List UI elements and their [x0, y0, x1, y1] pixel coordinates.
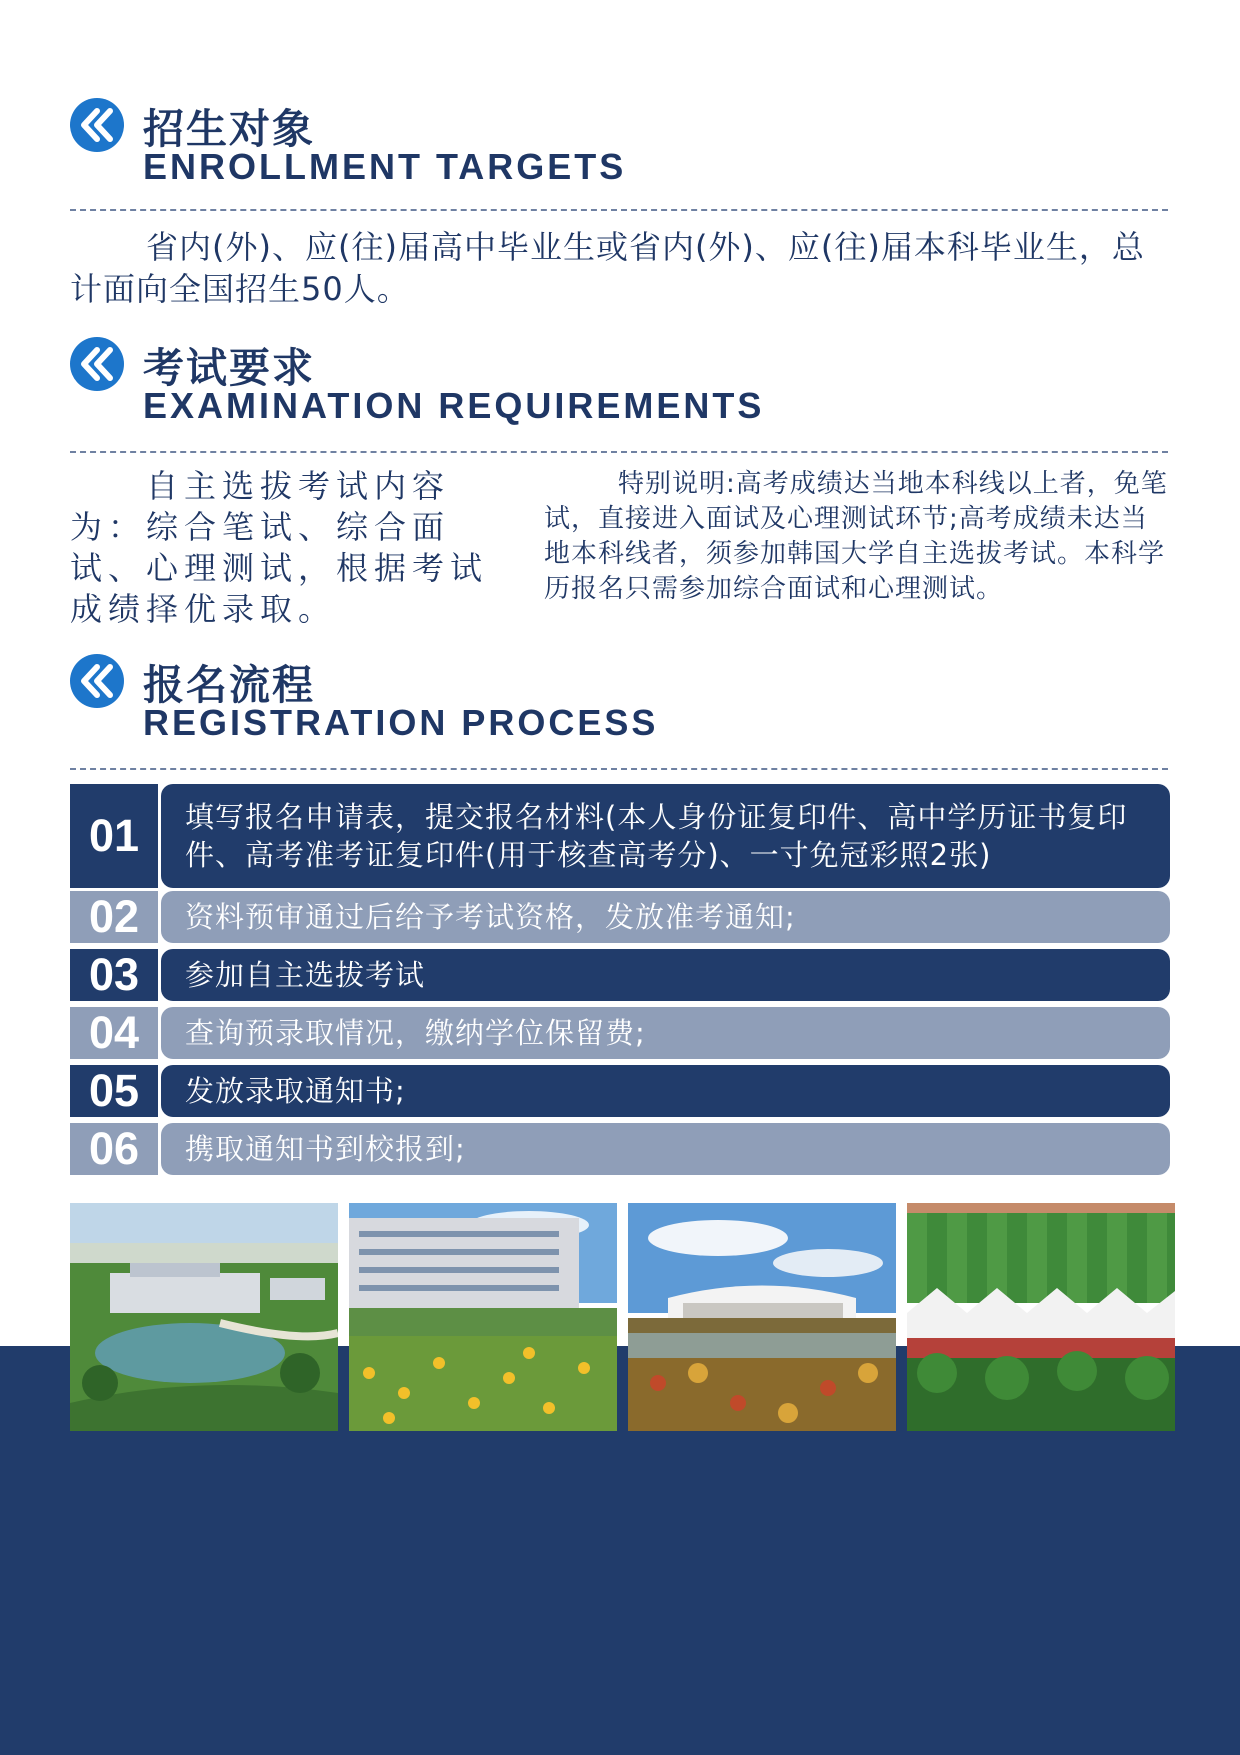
double-chevron-left-icon [70, 337, 124, 391]
step-text: 携取通知书到校报到; [161, 1123, 1170, 1175]
divider-dashed [70, 451, 1168, 453]
step-item [70, 949, 1170, 1001]
campus-photo-lake [628, 1203, 896, 1431]
step-number: 02 [70, 891, 158, 943]
section-title: 报名流程 [143, 661, 315, 709]
step-text: 资料预审通过后给予考试资格，发放准考通知; [161, 891, 1170, 943]
divider-dashed [70, 768, 1168, 770]
exam-content-text: 自主选拔考试内容为：综合笔试、综合面试、心理测试，根据考试成绩择优录取。 [70, 467, 489, 628]
exam-special-note: 特别说明:高考成绩达当地本科线以上者，免笔试，直接进入面试及心理测试环节;高考成绩未达当地本科线者，须参加韩国大学自主选拔考试。本科学历报名只需参加综合面试和心理测试。 [544, 469, 1168, 604]
step-text: 发放录取通知书; [161, 1065, 1170, 1117]
section-subtitle: REGISTRATION PROCESS [143, 702, 659, 743]
step-number: 03 [70, 949, 158, 1001]
step-number: 05 [70, 1065, 158, 1117]
campus-photo-building [349, 1203, 617, 1431]
double-chevron-left-icon [70, 98, 124, 152]
enrollment-text: 省内(外)、应(往)届高中毕业生或省内(外)、应(往)届本科毕业生，总计面向全国招生50人。 [70, 228, 1145, 308]
step-item [70, 891, 1170, 943]
double-chevron-left-icon [70, 654, 124, 708]
section-title: 招生对象 [143, 105, 315, 153]
section-title: 考试要求 [143, 344, 315, 392]
divider-dashed [70, 209, 1168, 211]
step-item [70, 1065, 1170, 1117]
step-number: 06 [70, 1123, 158, 1175]
step-text: 参加自主选拔考试 [161, 949, 1170, 1001]
step-number: 04 [70, 1007, 158, 1059]
section-subtitle: ENROLLMENT TARGETS [143, 146, 627, 187]
campus-photo-stadium [907, 1203, 1175, 1431]
step-number: 01 [70, 784, 158, 888]
campus-photo-aerial [70, 1203, 338, 1431]
step-text: 填写报名申请表，提交报名材料(本人身份证复印件、高中学历证书复印件、高考准考证复印件(用于核查高考分)、一寸免冠彩照2张) [161, 784, 1170, 888]
campus-photo-strip [70, 1203, 1175, 1431]
section-subtitle: EXAMINATION REQUIREMENTS [143, 385, 765, 426]
step-item [70, 1123, 1170, 1175]
step-item [70, 784, 1170, 888]
step-text: 查询预录取情况，缴纳学位保留费; [161, 1007, 1170, 1059]
step-item [70, 1007, 1170, 1059]
